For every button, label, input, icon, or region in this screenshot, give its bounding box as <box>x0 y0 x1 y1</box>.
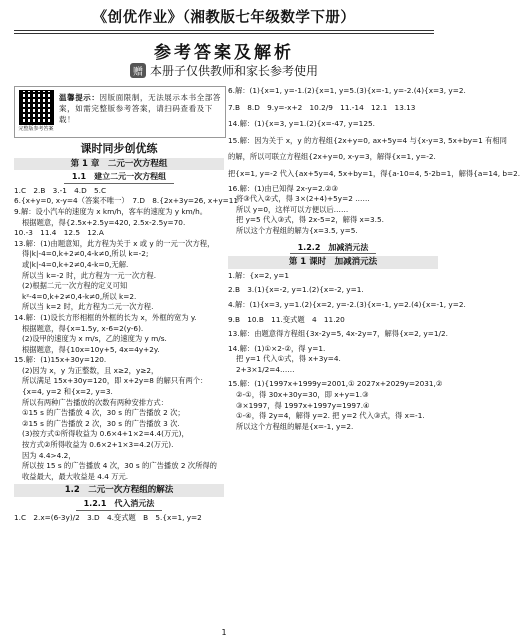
subsection-1-1 <box>14 172 224 184</box>
answer-line: 13.解：(1)由题意知，此方程为关于 x 或 y 的一元一次方程， <box>14 238 215 248</box>
answer-line: 2+3×1/2=4…… <box>236 364 295 374</box>
subsection-1-2-1 <box>14 499 224 511</box>
gift-badge: 赠 <box>130 63 146 78</box>
usage-note <box>0 62 448 79</box>
usage-note-text: 本册子仅供教师和家长参考使用 <box>149 64 318 78</box>
answer-line: 16.解：(1)由已知得 2x-y=2.②③ <box>228 183 338 193</box>
answer-line: 15.解：(1){1997x+1999y=2001,① 2027x+2029y=2031,② <box>228 379 443 389</box>
answer-line: 1.解：{x=2, y=1 <box>228 270 289 280</box>
answer-line: 6.{x+y=0, x-y=4（答案不唯一） 7.D 8.{2x+3y=26, x+y=11 <box>14 196 239 206</box>
answer-line: 所以当 k=-2 时，此方程为一元一次方程. <box>22 270 157 280</box>
answer-line: 根据题意，得{x=1.5y, x-6=2(y-6). <box>22 323 144 333</box>
answer-line: 15.解：(1)15x+30y=120. <box>14 355 107 365</box>
answer-line: ①15 s 的广告播放 4 次，30 s 的广告播放 2 次； <box>22 408 185 418</box>
answer-line: 14.解：(1)设长方形相框的外框的长为 x，外框的宽为 y. <box>14 312 197 322</box>
answer-line: 6.解：(1){x=1, y=-1.(2){x=1, y=5.(3){x=-1, y=-2.(4){x=3, y=2. <box>228 86 466 95</box>
answer-line: 14.解：(1){x=3, y=1.(2){x=-47, y=125. <box>228 119 375 129</box>
answer-line: ②15 s 的广告播放 2 次，30 s 的广告播放 3 次. <box>22 418 180 428</box>
notice-box <box>14 86 226 138</box>
header-rule <box>14 30 434 31</box>
answer-line: ③×1997，得 1997x+1997y=1997.④ <box>236 400 370 410</box>
subsection-1-2-1-label: 1.2.1 代入消元法 <box>76 499 163 511</box>
notice-body: 因版面限制，无法展示本书全部答案，如需完整版参考答案，请扫码查看及下载！ <box>59 93 221 124</box>
answer-line: 因为 4.4>4.2， <box>22 450 76 460</box>
header-rule-2 <box>14 33 434 34</box>
left-column <box>14 140 239 523</box>
answer-line: 按方式②所得收益为 0.6×2+1×3=4.2(万元). <box>22 440 174 450</box>
answer-line: 把 y=5 代入③式，得 2x-5=2，解得 x=3.5. <box>236 215 384 225</box>
answer-line: 或|k|-4=0,k+2≠0,4-k=0,无解. <box>22 259 129 269</box>
answer-line: 把 y=1 代入①式，得 x+3y=4. <box>236 354 341 364</box>
answer-line: 所以 y=0，这样可以方便以后…… <box>236 204 349 214</box>
lesson-bar: 第 1 课时 加减消元法 <box>228 256 438 269</box>
answer-line: (2)因为 x，y 为正整数，且 x≥2，y≥2， <box>22 365 159 375</box>
notice-label: 温馨提示： <box>59 93 100 102</box>
right-column <box>228 86 520 432</box>
answer-line: {x=4, y=2 和{x=2, y=3. <box>22 387 113 397</box>
page-number: 1 <box>221 628 227 637</box>
answer-line: 2.B 3.(1){x=-2, y=1.(2){x=-2, y=1. <box>228 285 364 295</box>
page-title: 参考答案及解析 <box>154 43 294 63</box>
answer-line: 把{x=1, y=-2 代入{ax+5y=4, 5x+by=1，得{a-10=4, 5-2b=1，解得{a=14, b=2. <box>228 168 520 178</box>
answer-line: ②-①，得 30x+30y=30，即 x+y=1.③ <box>236 390 369 400</box>
answer-line: 14.解：(1)①×2-②，得 y=1. <box>228 343 326 353</box>
notice-text <box>59 92 221 125</box>
subsection-1-1-label: 1.1 建立二元一次方程组 <box>64 172 174 184</box>
answer-line: 所以这个方程组的解为{x=3.5, y=5. <box>236 225 358 235</box>
answer-line: 1.C 2.B 3.-1 4.D 5.C <box>14 185 107 195</box>
answer-line: 的解，所以可联立方程组{2x+y=0, x-y=3，解得{x=1, y=-2. <box>228 152 436 162</box>
answer-line: (3)按方式①所得收益为 0.6×4+1×2=4.4(万元)， <box>22 429 189 439</box>
answer-line: (2)设甲的速度为 x m/s，乙的速度为 y m/s. <box>22 334 167 344</box>
answer-line: k²-4=0,k+2≠0,4-k≠0,所以 k=2. <box>22 291 137 301</box>
answer-line: 根据题意，得{10x=10y+5, 4x=4y+2y. <box>22 344 160 354</box>
answer-line: 将③代入②式，得 3×(2+4)+5y=2 …… <box>236 194 370 204</box>
chapter-bar: 第 1 章 二元一次方程组 <box>14 158 224 171</box>
answer-line: 得|k|-4=0,k+2≠0,4-k≠0,所以 k=-2; <box>22 249 149 259</box>
qr-code-icon[interactable] <box>19 90 54 125</box>
answer-line: 所以这个方程组的解是{x=-1, y=2. <box>236 421 354 431</box>
answer-line: 所以有两种广告播放的次数有两种安排方式： <box>22 397 168 407</box>
qr-caption: 完整版参考答案 <box>18 126 54 132</box>
answer-line: 9.解：设小汽车的速度为 x km/h，客车的速度为 y km/h。 <box>14 206 208 216</box>
answer-line: 收益最大，最大收益是 4.4 万元. <box>22 471 129 481</box>
answer-line: 9.B 10.B 11.变式题 4 11.20 <box>228 314 345 324</box>
answer-line: 所以当 k=2 时，此方程为二元一次方程. <box>22 302 154 312</box>
answer-line: ①-④，得 2y=4，解得 y=2. 把 y=2 代入③式，得 x=-1. <box>236 411 425 421</box>
chapter-bar-1-2: 1.2 二元一次方程组的解法 <box>14 484 224 497</box>
subsection-1-2-2 <box>228 243 438 255</box>
answer-line: 7.B 8.D 9.y=-x+2 10.2/9 11.-14 12.1 13.13 <box>228 102 416 112</box>
answer-line: 10.-3 11.4 12.5 12.A <box>14 228 104 238</box>
book-title: 《创优作业》（湘教版七年级数学下册） <box>92 10 356 26</box>
answer-line: 根据题意，得{2.5x+2.5y=420, 2.5x-2.5y=70. <box>22 217 186 227</box>
answer-line: 所以满足 15x+30y=120，即 x+2y=8 的解只有两个： <box>22 376 208 386</box>
answer-line: 15.解：因为关于 x，y 的方程组{2x+y=0, ax+5y=4 与{x-y=3, 5x+by=1 有相同 <box>228 135 507 145</box>
subsection-1-2-2-label: 1.2.2 加减消元法 <box>290 243 377 255</box>
answer-line: 13.解：由题意得方程组{3x-2y=5, 4x-2y=7，解得{x=2, y=1/2. <box>228 329 448 339</box>
answer-line: (2)根据二元一次方程的定义可知 <box>22 281 128 291</box>
section-title: 课时同步创优练 <box>80 142 158 155</box>
answer-line: 4.解：(1){x=3, y=1.(2){x=2, y=-2.(3){x=-1, y=2.(4){x=-1, y=2. <box>228 299 466 309</box>
answer-line: 1.C 2.x=(6-3y)/2 3.D 4.变式题 B 5.{x=1, y=2 <box>14 512 202 522</box>
answer-line: 所以按 15 s 的广告播放 4 次，30 s 的广告播放 2 次所得的 <box>22 461 217 471</box>
